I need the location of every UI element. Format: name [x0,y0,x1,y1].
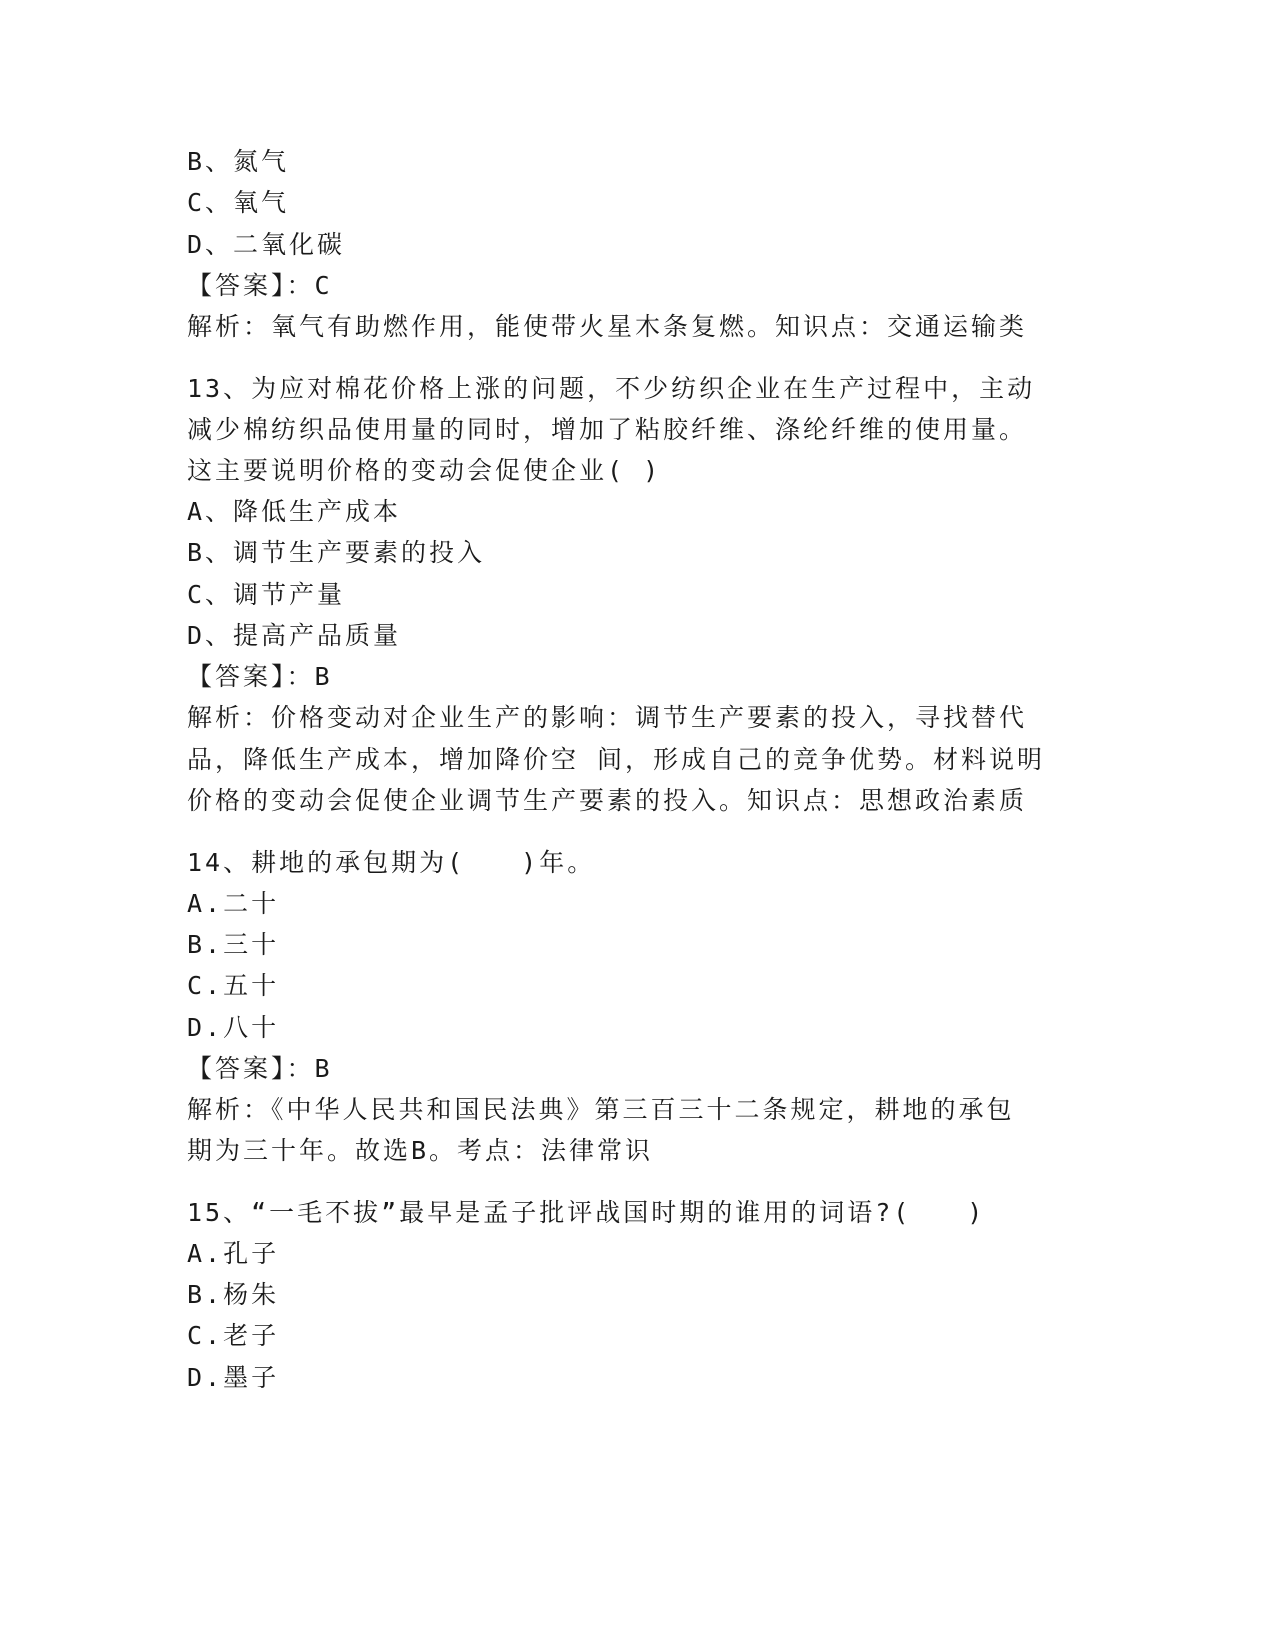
q15-option-c: C.老子 [187,1321,280,1350]
q15-question-line: 15、“一毛不拔”最早是孟子批评战国时期的谁用的词语?( ) [187,1198,986,1227]
q13-question-line: 这主要说明价格的变动会促使企业( ) [187,456,662,485]
q13-option-a: A、降低生产成本 [187,497,402,526]
q14-option-d: D.八十 [187,1013,280,1042]
q14-answer: 【答案】：B [187,1054,333,1083]
q12-answer: 【答案】：C [187,271,333,300]
q14-analysis-line: 解析：《中华人民共和国民法典》第三百三十二条规定，耕地的承包 [187,1095,1015,1124]
q13-option-b: B、调节生产要素的投入 [187,538,486,567]
q15-option-a: A.孔子 [187,1239,280,1268]
q13-question-line: 13、为应对棉花价格上涨的问题，不少纺织企业在生产过程中，主动 [187,374,1036,403]
q14-analysis-line: 期为三十年。故选B。考点：法律常识 [187,1136,654,1165]
q13-analysis-line: 品，降低生产成本，增加降价空 间，形成自己的竞争优势。材料说明 [187,745,1046,774]
q14-question-line: 14、耕地的承包期为( )年。 [187,848,596,877]
q13-option-c: C、调节产量 [187,580,346,609]
q14-option-c: C.五十 [187,971,280,1000]
q15-option-d: D.墨子 [187,1363,280,1392]
q13-option-d: D、提高产品质量 [187,621,402,650]
q13-analysis-line: 解析：价格变动对企业生产的影响：调节生产要素的投入，寻找替代 [187,703,1028,732]
q14-option-b: B.三十 [187,930,280,959]
q12-option-c: C、氧气 [187,188,290,217]
q13-answer: 【答案】：B [187,662,333,691]
q12-analysis-line: 解析：氧气有助燃作用，能使带火星木条复燃。知识点：交通运输类 [187,312,1028,341]
q12-option-b: B、氮气 [187,147,290,176]
q13-analysis-line: 价格的变动会促使企业调节生产要素的投入。知识点：思想政治素质 [187,786,1028,815]
q12-option-d: D、二氧化碳 [187,230,346,259]
q15-option-b: B.杨朱 [187,1280,280,1309]
q13-question-line: 减少棉纺织品使用量的同时，增加了粘胶纤维、涤纶纤维的使用量。 [187,415,1028,444]
q14-option-a: A.二十 [187,889,280,918]
